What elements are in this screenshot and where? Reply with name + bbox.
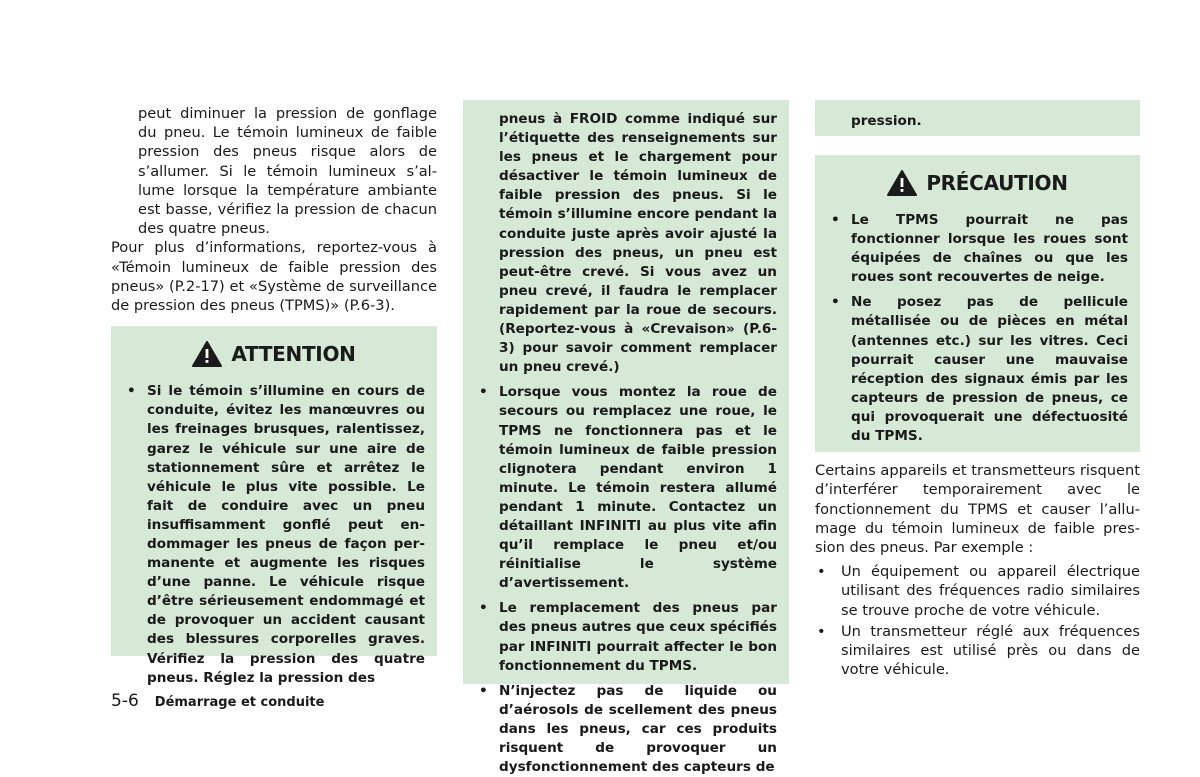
list-item: • Le TPMS pourrait ne pas fonctionner lorsque les roues sont équipées de chaînes ou que les roues sont recouvertes de neige. [827,211,1128,287]
paragraph-interference: Certains appareils et transmetteurs risquent d’interférer temporairement avec le fonctionnement du TPMS et causer l’allumage du témoin lumineux de faible pression des pneus. Par exemple : [815,462,1140,556]
list-item: • Ne posez pas de pellicule métallisée ou de pièces en métal (antennes etc.) sur les vitres. Ceci pourrait causer une mauvaise réception des signaux émis par les capteurs de pression de pneus, ce qui provoquerait une défectuosité du TPMS. [827,293,1128,446]
attention-title: ATTENTION [231,342,356,367]
list-item: • Un équipement ou appareil électrique utilisant des fréquences radio similaires se trouve proche de votre véhicule. [815,562,1140,620]
list-item: • Lorsque vous montez la roue de secours ou remplacez une roue, le TPMS ne fonctionnera pas et le témoin lumineux de faible pression clignotera pendant environ 1 minute. Le témoin restera allumé pendant 1 minute. Contactez un détaillant INFINITI au plus vite afin qu’il remplace le pneu et/ou réinitialise le système d’avertissement. [475,383,777,593]
list-item: • Si le témoin s’illumine en cours de conduite, évitez les manœuvres ou les freinages brusques, ralentissez, garez le véhicule sur une aire de stationnement sûre et arrêtez le véhicule le plus vite possible. Le fait de conduire avec un pneu insuffisamment gonflé peut endommager les pneus de façon permanente et augmente les risques d’une panne. Le véhicule risque d’être sérieusement endommagé et de provoquer un accident causant des blessures corporelles graves. Vérifiez la pression des quatre pneus. Réglez la pression des [123,382,425,688]
attention-list [111,382,437,688]
column-1 [111,104,437,686]
paragraph-cold-pressure: peut diminuer la pression de gonflage du pneu. Le témoin lumineux de faible pression des pneus risque alors de s’allumer. Si le témoin lumineux s’allume lorsque la température ambiante est basse, vérifiez la pression de chacun des quatre pneus. [138,105,437,238]
warning-triangle-icon [887,170,917,196]
precaution-box [815,155,1140,452]
column-2-attention-continued [463,100,789,776]
warning-triangle-icon [192,341,222,367]
page-number: 5-6 [111,691,139,711]
attention-header [111,326,437,382]
precaution-list [815,211,1140,446]
attention-continued [463,100,789,777]
attention-end-text: pression. [851,113,922,129]
paragraph-more-info: Pour plus d’informations, reportez-vous à «Témoin lumineux de faible pression des pneus» (P.2-17) et «Système de surveillance de pression des pneus (TPMS)» (P.6-3). [111,239,437,315]
list-item: • N’injectez pas de liquide ou d’aérosols de scellement des pneus dans les pneus, car ces produits risquent de provoquer un dysfonctionnement des capteurs de [475,682,777,777]
interference-examples [815,562,1140,679]
section-title: Démarrage et conduite [154,695,325,710]
attention-end [815,100,1140,136]
attention-continued-text: pneus à FROID comme indiqué sur l’étiquette des renseignements sur les pneus et le chargement pour désactiver le témoin lumineux de faible pression des pneus. Si le témoin s’illumine encore pendant la conduite juste après avoir ajusté la pression des pneus, un pneu est peut-être crevé. Si vous avez un pneu crevé, il faudra le remplacer rapidement par la roue de secours. (Reportez-vous à «Crevaison» (P.6-3) pour savoir comment remplacer un pneu crevé.) [499,111,777,376]
attention-box [111,326,437,686]
column-3 [815,100,1140,679]
list-item: • Un transmetteur réglé aux fréquences similaires est utilisé près ou dans de votre véhicule. [815,622,1140,680]
page-footer [111,691,324,711]
attention-list-continued [475,383,777,777]
list-item: • Le remplacement des pneus par des pneus autres que ceux spécifiés par INFINITI pourrait affecter le bon fonctionnement du TPMS. [475,599,777,675]
precaution-title: PRÉCAUTION [926,171,1068,195]
precaution-header [815,155,1140,211]
